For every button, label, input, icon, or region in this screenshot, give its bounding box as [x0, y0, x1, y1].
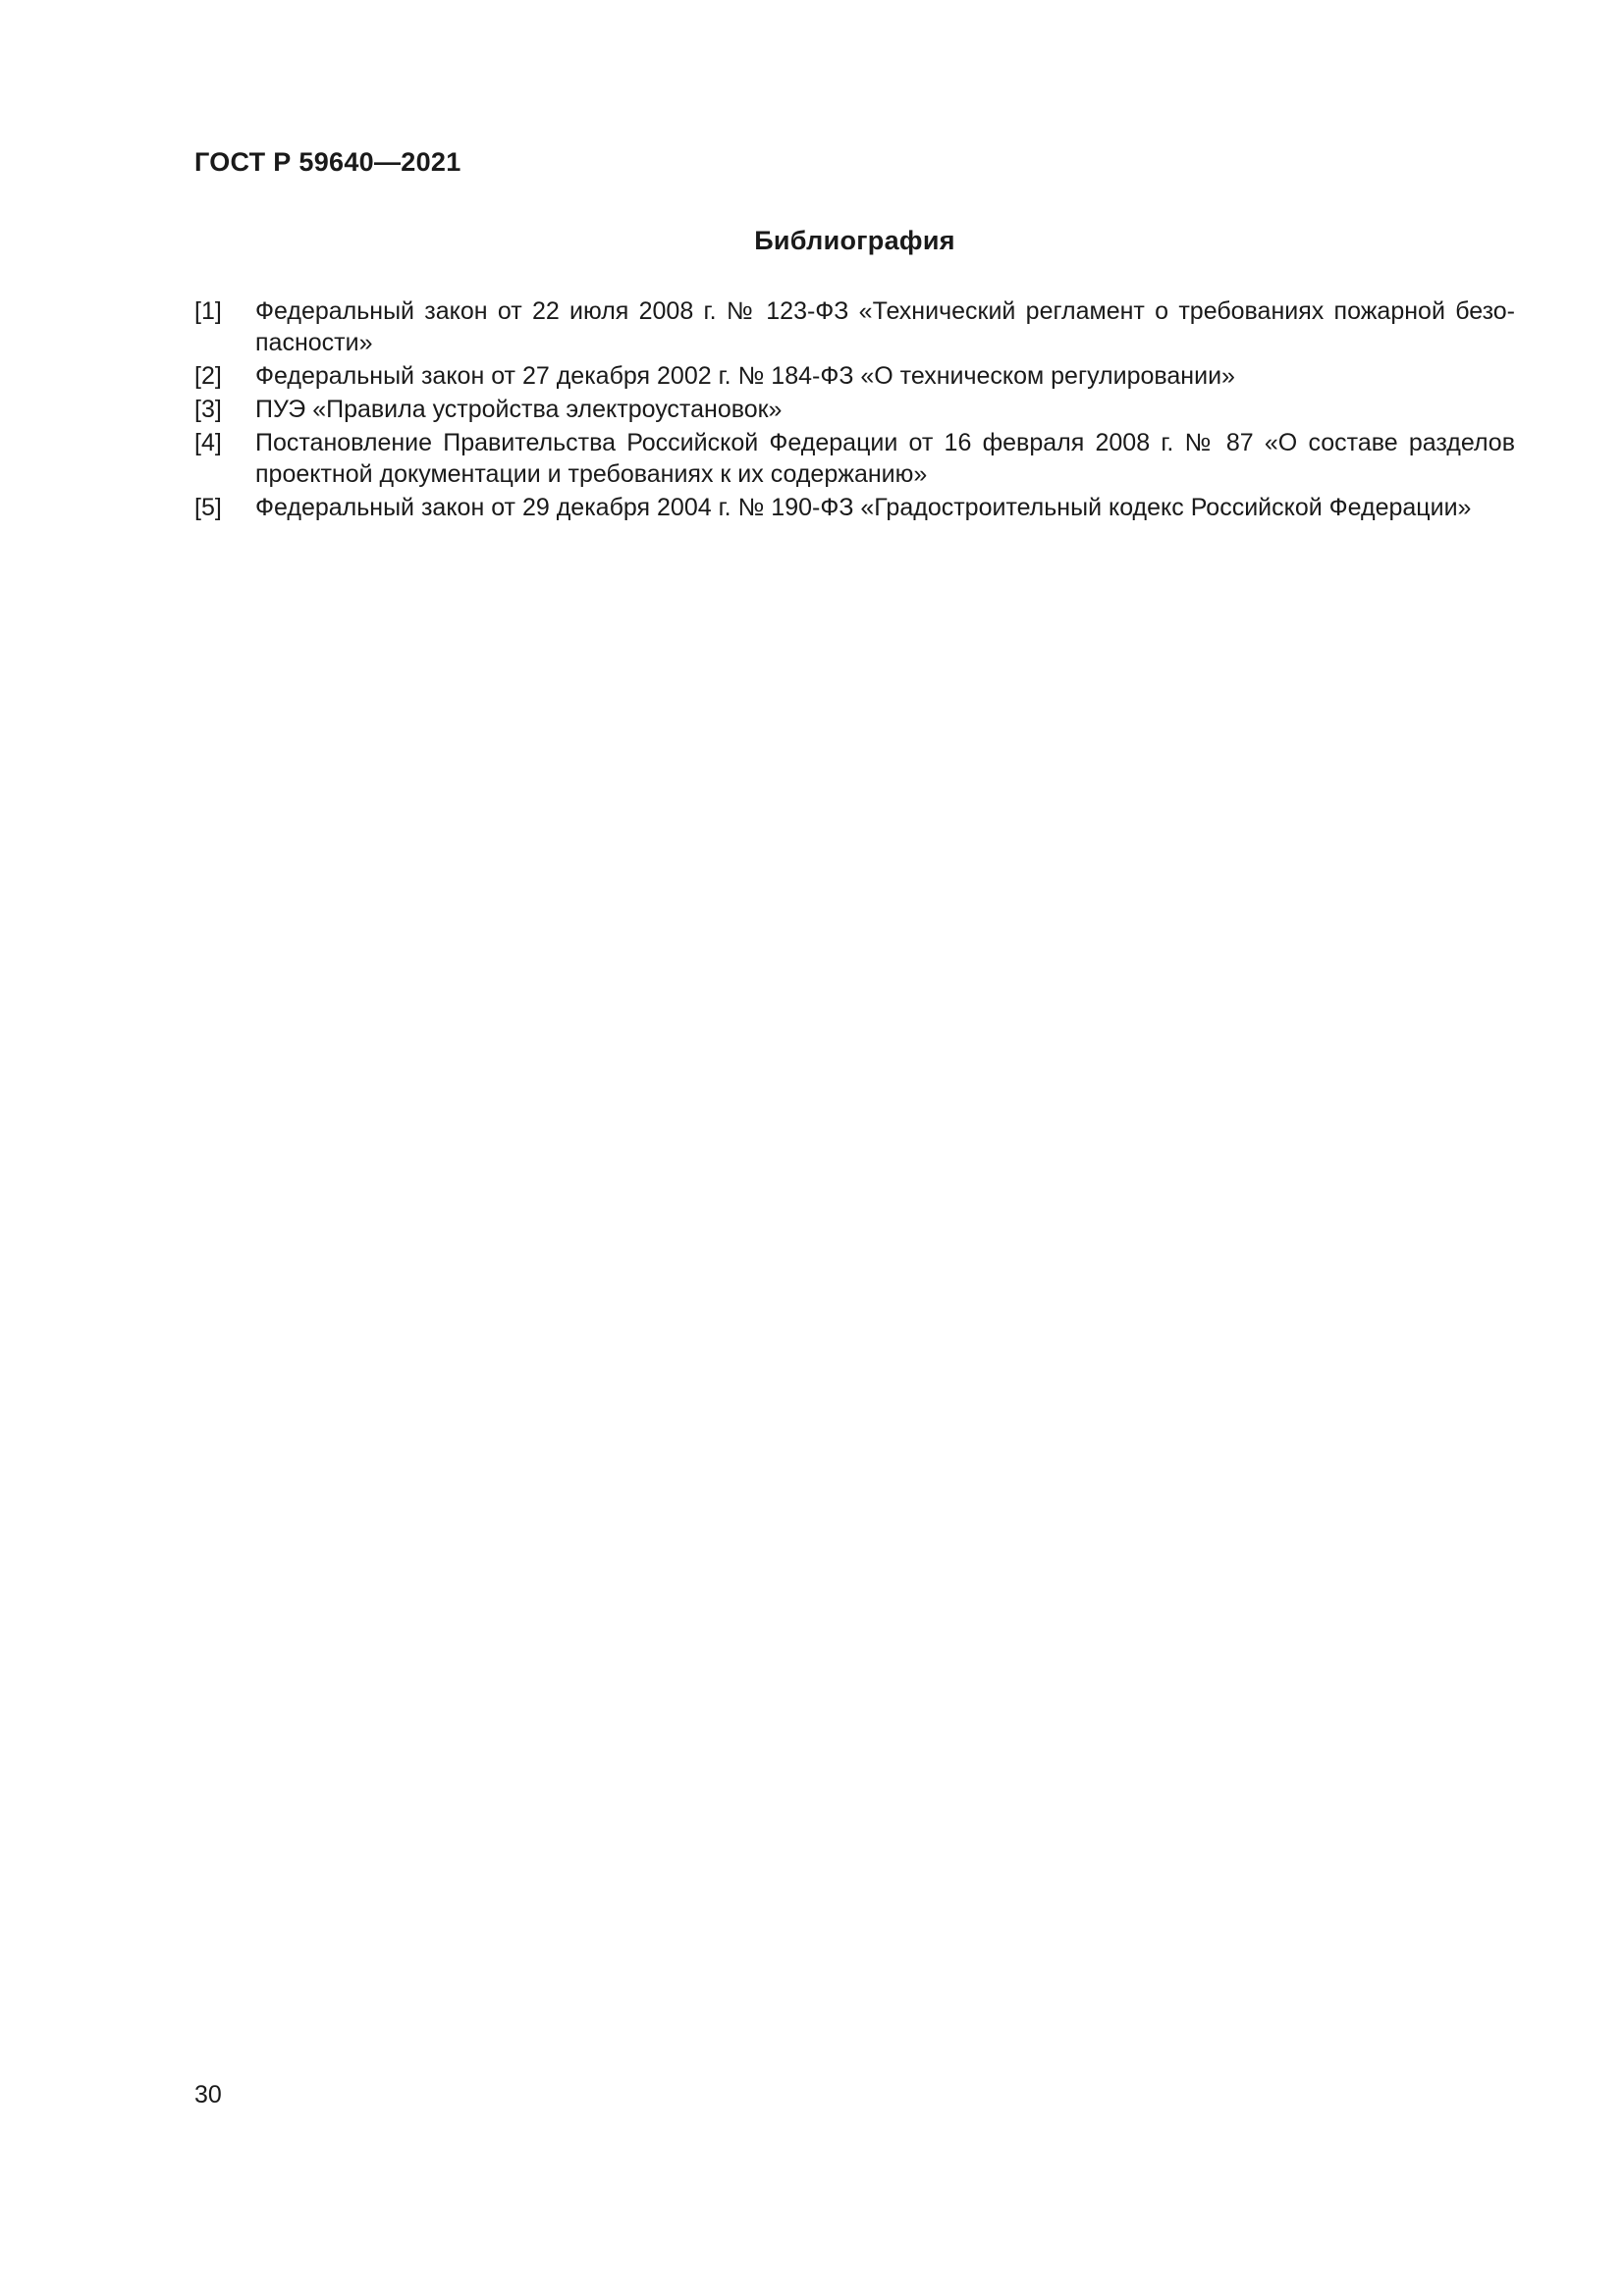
bibliography-list	[194, 295, 1515, 525]
entry-number: [5]	[194, 494, 222, 521]
bibliography-entry	[194, 295, 1515, 358]
document-code: ГОСТ Р 59640—2021	[194, 147, 461, 177]
bibliography-entry	[194, 394, 1515, 425]
bibliography-title: Библиография	[754, 226, 955, 255]
entry-text: Постановление Правительства Российской Федерации от 16 февраля 2008 г. № 87 «О составе разделов проектной документации и требованиях к их содержанию»	[255, 429, 1515, 488]
entry-number: [1]	[194, 297, 222, 325]
bibliography-entry	[194, 427, 1515, 490]
entry-number: [3]	[194, 396, 222, 423]
bibliography-entry	[194, 360, 1515, 392]
bibliography-entry	[194, 492, 1515, 523]
entry-text: Федеральный закон от 27 декабря 2002 г. № 184-ФЗ «О техническом регулировании»	[255, 362, 1235, 390]
entry-number: [4]	[194, 429, 222, 456]
entry-text: Федеральный закон от 29 декабря 2004 г. № 190-ФЗ «Градостроительный кодекс Российской Федерации»	[255, 494, 1472, 521]
page-number: 30	[194, 2081, 222, 2109]
entry-text: Федеральный закон от 22 июля 2008 г. № 123-ФЗ «Технический регламент о требованиях пожарной безопасности»	[255, 297, 1515, 356]
entry-number: [2]	[194, 362, 222, 390]
entry-text: ПУЭ «Правила устройства электроустановок»	[255, 396, 783, 423]
